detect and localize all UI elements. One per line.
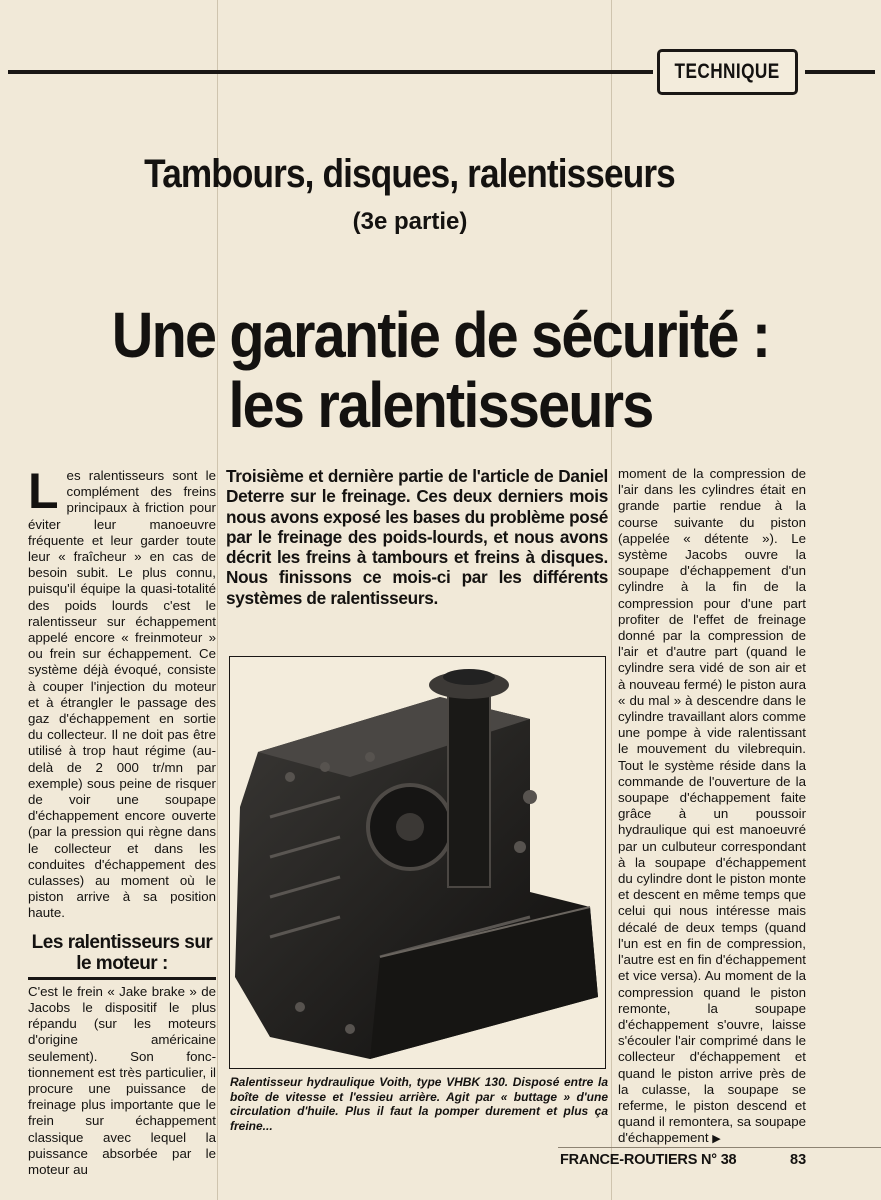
footer-publication: FRANCE-ROUTIERS N° 38: [560, 1152, 737, 1168]
retarder-illustration: [230, 657, 605, 1068]
column-1-text: es ralentisseurs sont le complément des freins principaux à friction pour éviter leur manoeuvre fréquente et leur garder toute leur « fraîcheur » en cas de besoin subit. Le plus connu, puisqu'il équipe la quasi-totalité des poids lourds c'est le ralentisseur sur échappement appelé encore « freinmoteur » ou frein sur échappement. Ce système déjà évoqué, consiste à couper l'injection du moteur et à étrangler le passage des gaz d'échappement en sortie du collecteur. Il ne doit pas être utilisé à trop haut régime (au-delà de 2 000 tr/mn par exemple) sous peine de risquer de voir une soupape d'échappement encore ouverte (par la pression qui règne dans le collecteur et dans les conduites d'échappement des culasses) au moment où le piston arrive à sa position haute.: [28, 468, 216, 921]
headline-line-1: Une garantie de sécurité :: [111, 299, 770, 371]
article-column-3: [618, 466, 806, 1148]
headline-line-2: les ralentisseurs: [228, 369, 653, 441]
column-3-text: moment de la compression de l'air dans les cylindres était en grande partie rendue à la course suivante du piston (appelée « détente »). Le système Jacobs ouvre la soupape d'échappement d'un cylindre à la fin de la compression pour d'une part profiter de l'effet de freinage donné par la compression de l'air et d'autre part (quand le cylindre sera vidé de son air et à nouveau fermé) le piston aura « du mal » à descendre dans le cylindre travaillant alors comme une pompe à vide ralentissant le mouvement du vilebrequin. Tout le système réside dans la commande de l'ouverture de la soupape d'échappement faite grâce à un poussoir hydraulique qui est manoeuvré par un culbuteur correspondant à la soupape d'échappement du cylindre dont le piston monte et descent en même temps que celui qui nous intéresse mais décalé de deux temps (quand l'un est en fin de compression, l'autre est en fin d'échappement et vice versa). Au moment de la compression quand le piston remonte, la soupape d'échappement s'ouvre, laisse s'écouler l'air comprimé dans le collecteur d'échappement et quand le piston arrive près de la culasse, la soupape se referme, le piston descend et quand il remontera, sa soupape d'échappement: [618, 466, 806, 1146]
header-rule: [8, 70, 653, 74]
series-title: [0, 152, 820, 197]
continue-arrow-icon: ▶: [712, 1133, 721, 1146]
column-1-text-2: C'est le frein « Jake brake » de Jacobs le dispositif le plus répandu (sur les moteurs d'origine américaine seulement). Son fonctionnement est très particulier, il procure une puissance de freinage plus importante que le frein sur échappement classique avec lequel la puissance absorbée par le moteur au: [28, 983, 216, 1177]
article-intro: Troisième et dernière partie de l'article de Daniel Deterre sur le freinage. Ces deux derniers mois nous avons exposé les bases du problème posé par le freinage des poids-lourds, et nous avons décrit les freins à tambours et freins à disques. Nous finissons ce mois-ci par les différents systèmes de ralentisseurs.: [226, 466, 608, 608]
header-rule-right: [805, 70, 875, 74]
subheading: Les ralentisseurs sur le moteur :: [31, 931, 213, 974]
series-part: (3e partie): [352, 208, 468, 235]
section-badge-label: TECHNIQUE: [674, 60, 781, 83]
dropcap: L: [28, 463, 59, 519]
series-title-text: Tambours, disques, ralentisseurs: [144, 152, 676, 196]
article-column-1: [28, 463, 216, 1178]
footer-rule: [558, 1147, 881, 1148]
section-badge: [657, 49, 798, 95]
photo-caption: Ralentisseur hydraulique Voith, type VHBK 130. Disposé entre la boîte de vitesse et l'essieu arrière. Agit par « buttage » d'une circulation d'huile. Plus il faut la pomper durement et plus ça freine...: [230, 1075, 608, 1133]
headline: [0, 300, 881, 440]
page-number: 83: [790, 1152, 807, 1168]
subheading-rule: [28, 977, 216, 980]
retarder-photo: [229, 656, 606, 1069]
